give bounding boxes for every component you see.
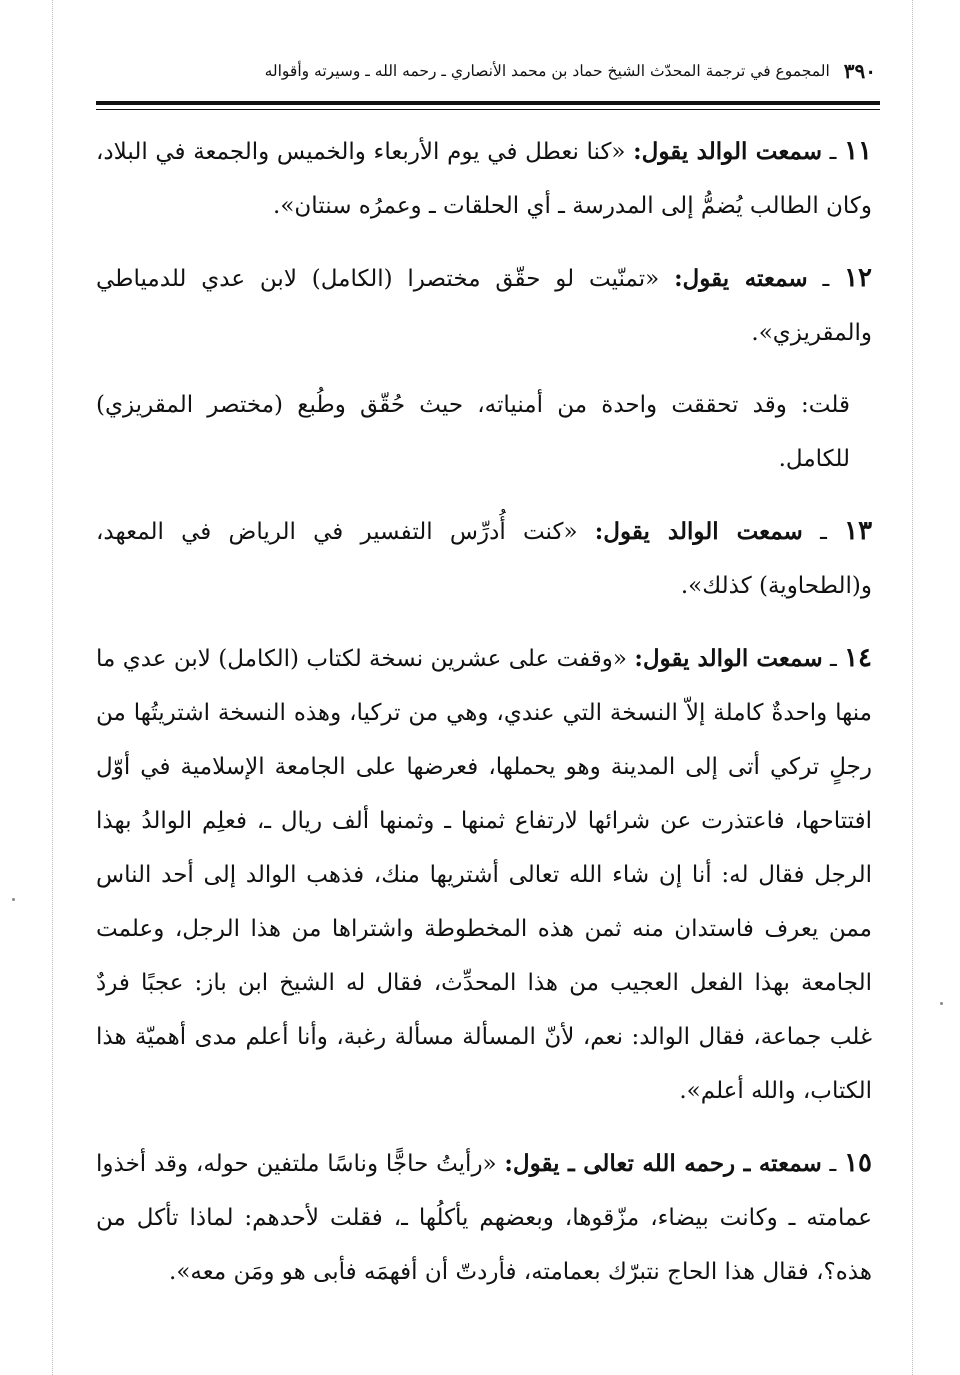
scan-speck [940,1002,943,1005]
scan-dotted-line [52,0,53,1375]
entry-lead: سمعته يقول: [674,265,808,292]
entry-text: «كنا نعطل في يوم الأربعاء والخميس والجمعة في البلاد، وكان الطالب يُضمُّ إلى المدرسة ـ أي الحلقات ـ وعمرُه سنتان». [96,139,872,219]
entry-text: «كنت أُدرِّس التفسير في الرياض في المعهد، و(الطحاوية) كذلك». [96,519,872,599]
entry-text: «وقفت على عشرين نسخة لكتاب (الكامل) لابن عدي ما منها واحدةٌ كاملة إلاّ النسخة التي عندي، وهي من تركيا، وهذه النسخة اشتريتُها من رجلٍ تركي أتى إلى المدينة وهو يحملها، فعرضها على الجامعة الإسلامية في أوّل افتتاحها، فاعتذرت عن شرائها لارتفاع ثمنها ـ وثمنها ألف ريال ـ، فعلِم الوالدُ بهذا الرجل فقال له: أنا إن شاء الله تعالى أشتريها منك، فذهب الوالد إلى أحد الناس ممن يعرف فاستدان منه ثمن هذه المخطوطة واشتراها من هذا الرجل، وعلمت الجامعة بهذا الفعل العجيب من هذا المحدِّث، فقال له الشيخ ابن باز: عجبًا فردٌ غلب جماعة، فقال الوالد: نعم، لأنّ المسألة مسألة رغبة، وأنا أعلم مدى أهميّة هذا الكتاب، والله أعلم». [96,646,872,1104]
header-rule-thin [96,109,880,110]
entry-13 [96,504,872,613]
scan-speck [12,898,15,901]
entry-dash: ـ [829,139,837,165]
editor-note [96,378,872,486]
entry-number: ١٣ [844,516,873,546]
entry-12 [96,251,872,360]
entry-lead: سمعت الوالد يقول: [634,645,823,672]
page-header [186,56,876,86]
scan-dotted-line [912,0,913,1375]
entry-lead: سمعت الوالد يقول: [633,138,822,165]
entry-dash: ـ [820,519,827,545]
entry-dash: ـ [822,266,830,292]
entry-number: ١٢ [844,263,873,293]
entry-text: «تمنّيت لو حقّق مختصرا (الكامل) لابن عدي للدمياطي والمقريزي». [96,266,872,346]
running-title: المجموع في ترجمة المحدّث الشيخ حماد بن محمد الأنصاري ـ رحمه الله ـ وسيرته وأقواله [264,62,830,80]
entry-dash: ـ [829,1151,837,1177]
document-body [96,124,872,1317]
header-rule-thick [96,101,880,105]
page-number: ٣٩٠ [843,59,876,83]
entry-11 [96,124,872,233]
entry-text: «رأيتُ حاجًّا وناسًا ملتفين حوله، وقد أخذوا عمامته ـ وكانت بيضاء، مزّقوها، وبعضهم يأكلُها ـ، فقلت لأحدهم: لماذا تأكل من هذه؟، فقال هذا الحاج نتبرّك بعمامته، فأردتّ أن أفهمَه فأبى هو ومَن معه». [96,1151,872,1285]
entry-lead: سمعته ـ رحمه الله تعالى ـ يقول: [504,1150,822,1177]
note-text: قلت: وقد تحققت واحدة من أمنياته، حيث حُقّق وطُبع (مختصر المقريزي) للكامل. [96,392,850,472]
entry-lead: سمعت الوالد يقول: [594,518,803,545]
entry-dash: ـ [829,646,837,672]
entry-number: ١٥ [844,1148,873,1178]
entry-number: ١١ [844,136,872,166]
entry-number: ١٤ [844,643,873,673]
entry-14 [96,631,872,1118]
entry-15 [96,1136,872,1299]
